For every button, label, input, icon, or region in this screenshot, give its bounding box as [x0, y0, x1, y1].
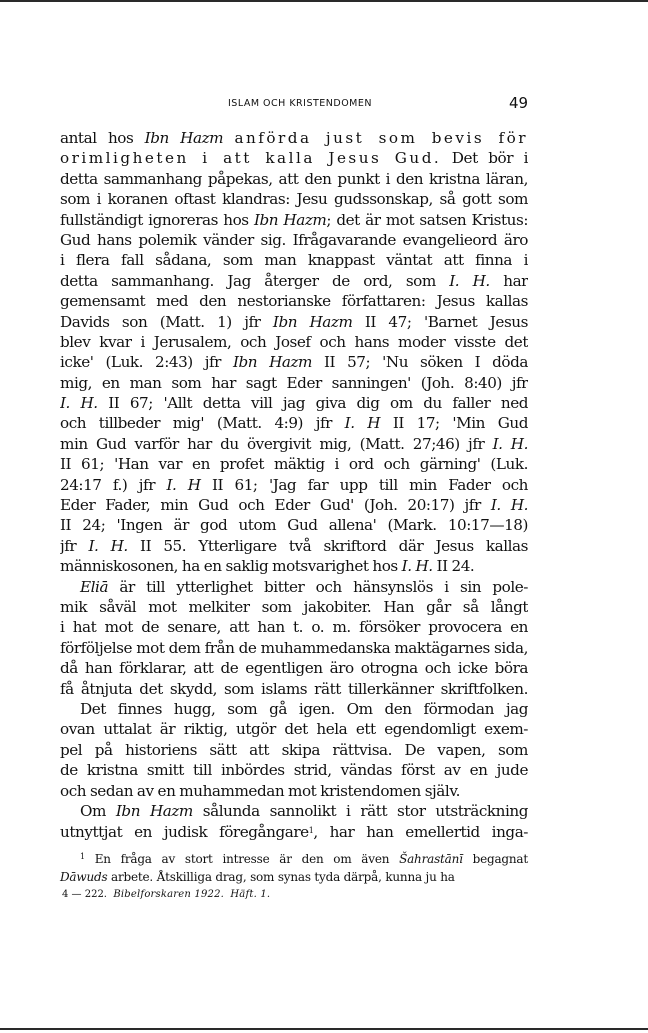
text-line — [60, 128, 528, 148]
text-line — [60, 821, 528, 841]
footnote-line — [60, 848, 528, 869]
text-run: och sedan av en muhammedan mot kristendomen själv. — [60, 781, 461, 800]
text-run: fullständigt ignoreras hos — [60, 210, 254, 229]
text-line — [60, 556, 528, 576]
text-run: detta sammanhang påpekas, att den punkt i den kristna läran, — [60, 169, 528, 188]
text-line — [60, 760, 528, 780]
text-line — [60, 148, 528, 168]
text-line — [60, 271, 528, 291]
text-run: II 24. — [432, 557, 475, 576]
text-run: min Gud varför har du övergivit mig, (Matt. 27;46) jfr — [60, 434, 493, 453]
running-title: ISLAM OCH KRISTENDOMEN — [227, 98, 372, 109]
italic-name: I. H. — [490, 496, 528, 515]
text-run: Det finnes hugg, som gå igen. Om den förmodan jag — [80, 699, 528, 718]
text-run: och tillbeder mig' (Matt. 4:9) jfr — [60, 414, 345, 433]
italic-name: I. H — [344, 414, 381, 433]
text-run: jfr — [60, 536, 89, 555]
text-line — [60, 230, 528, 250]
signature-journal: Bibelforskaren 1922. — [113, 889, 225, 900]
signature-code: 4 — 222. — [62, 889, 107, 900]
italic-name: I. H. — [492, 434, 528, 453]
text-run: Det bör i — [441, 149, 528, 168]
text-run: Gud hans polemik vänder sig. Ifrågavarande evangelieord äro — [60, 230, 528, 249]
italic-name: Ibn Hazm — [232, 353, 313, 372]
text-line — [60, 413, 528, 433]
text-line — [60, 781, 528, 801]
text-run: icke' (Luk. 2:43) jfr — [60, 353, 233, 372]
text-line — [60, 638, 528, 658]
italic-name: I. H. — [449, 271, 490, 290]
italic-name: Ibn Hazm — [272, 312, 353, 331]
italic-name: I. H. — [401, 557, 433, 576]
bottom-edge-rule — [0, 1028, 648, 1030]
body-text — [60, 128, 528, 842]
italic-name: I. H — [166, 475, 201, 494]
text-run: Eder Fader, min Gud och Eder Gud' (Joh. 20:17) jfr — [60, 496, 491, 515]
footnote-line — [60, 869, 528, 887]
italic-name: Šahrastānī — [399, 852, 463, 866]
text-line — [60, 719, 528, 739]
text-line — [60, 291, 528, 311]
text-run: är till ytterlighet bitter och hänsynslös i sin pole- — [108, 577, 528, 596]
text-line — [60, 373, 528, 393]
footnote-marker: 1 — [80, 852, 85, 861]
text-line — [60, 699, 528, 719]
text-line — [60, 434, 528, 454]
text-run: sålunda sannolikt i rätt stor utsträckning — [192, 801, 528, 820]
text-run: II 67; 'Allt detta vill jag giva dig om du faller ned — [97, 394, 528, 413]
text-run: pel på historiens sätt att skipa rättvisa. De vapen, som — [60, 740, 528, 759]
italic-name: Dāwuds — [60, 869, 108, 884]
text-run: II 61; 'Han var en profet mäktig i ord och gärning' (Luk. — [60, 455, 528, 474]
text-run: II 55. Ytterligare två skriftord där Jesus kallas — [127, 536, 528, 555]
text-run: Davids son (Matt. 1) jfr — [60, 312, 273, 331]
text-line — [60, 617, 528, 637]
spaced-emphasis: orimligheten i att kalla Jesus Gud. — [60, 149, 442, 168]
text-run: ovan uttalat är riktig, utgör det hela ett egendomligt exem- — [60, 720, 528, 739]
signature-issue: Häft. 1. — [230, 889, 271, 900]
text-run: II 17; 'Min Gud — [380, 414, 528, 433]
text-run: arbete. Åtskilliga drag, som synas tyda därpå, kunna ju ha — [107, 869, 455, 884]
italic-name: I. H. — [88, 536, 128, 555]
text-line — [60, 250, 528, 270]
text-line — [60, 658, 528, 678]
italic-name: Ibn Hazm — [115, 801, 193, 820]
text-line — [60, 475, 528, 495]
text-run: mig, en man som har sagt Eder sanningen' (Joh. 8:40) jfr — [60, 373, 528, 392]
italic-name: Ibn Hazm — [253, 210, 327, 229]
text-run: detta sammanhang. Jag återger de ord, som — [60, 271, 450, 290]
text-run: Om — [80, 801, 116, 820]
text-run: i flera fall sådana, som man knappast väntat att finna i — [60, 251, 528, 270]
text-run: förföljelse mot dem från de muhammedanska maktägarnes sida, — [60, 638, 528, 657]
text-run: människosonen, ha en saklig motsvarighet hos — [60, 557, 402, 576]
text-line — [60, 597, 528, 617]
text-run: utnyttjat en judisk föregångare — [60, 823, 309, 842]
text-run: antal hos — [60, 129, 145, 147]
text-run: ; det är mot satsen Kristus: — [326, 210, 528, 229]
text-run: II 24; 'Ingen är god utom Gud allena' (Mark. 10:17—18) — [60, 516, 528, 535]
text-line — [60, 393, 528, 413]
text-run: då han förklarar, att de egentligen äro otrogna och icke böra — [60, 659, 528, 678]
text-run: II 61; 'Jag far upp till min Fader och — [200, 475, 528, 494]
text-line — [60, 169, 528, 189]
footnotes — [60, 848, 528, 886]
text-run: i hat mot de senare, att han t. o. m. försöker provocera en — [60, 618, 528, 637]
spaced-emphasis: anförda just som bevis för — [234, 129, 528, 147]
text-line — [60, 536, 528, 556]
text-run: II 47; 'Barnet Jesus — [352, 312, 528, 331]
text-line — [60, 740, 528, 760]
text-run: 24:17 f.) jfr — [60, 475, 167, 494]
text-line — [60, 679, 528, 699]
italic-name: Ibn Hazm — [144, 129, 224, 147]
text-run: En fråga av stort intresse är den om även — [84, 852, 400, 866]
text-run — [223, 129, 234, 147]
text-run: blev kvar i Jerusalem, och Josef och hans moder visste det — [60, 332, 528, 351]
text-run: har — [489, 271, 528, 290]
text-run: få åtnjuta det skydd, som islams rätt tillerkänner skriftfolken. — [60, 679, 528, 698]
text-run: , har han emellertid inga- — [313, 823, 528, 842]
footnote-marker: 1 — [308, 826, 314, 836]
text-line — [60, 332, 528, 352]
text-line — [60, 801, 528, 821]
italic-name: Eliā — [80, 577, 109, 596]
page-number: 49 — [509, 94, 529, 112]
text-run: gemensamt med den nestorianske författaren: Jesus kallas — [60, 292, 528, 311]
text-run: de kristna smitt till inbördes strid, vändas först av en jude — [60, 761, 528, 780]
text-line — [60, 577, 528, 597]
text-line — [60, 454, 528, 474]
text-line — [60, 515, 528, 535]
text-line — [60, 189, 528, 209]
text-run: mik såväl mot melkiter som jakobiter. Han går så långt — [60, 597, 528, 616]
text-line — [60, 495, 528, 515]
italic-name: I. H. — [60, 394, 98, 413]
text-line — [60, 210, 528, 230]
text-run: II 57; 'Nu söken I döda — [312, 353, 528, 372]
top-edge-rule — [0, 0, 648, 2]
text-run: begagnat — [462, 852, 528, 866]
text-line — [60, 352, 528, 372]
text-line — [60, 312, 528, 332]
printer-signature — [62, 889, 270, 900]
text-run: som i koranen oftast klandras: Jesu gudssonskap, så gott som — [60, 190, 528, 209]
